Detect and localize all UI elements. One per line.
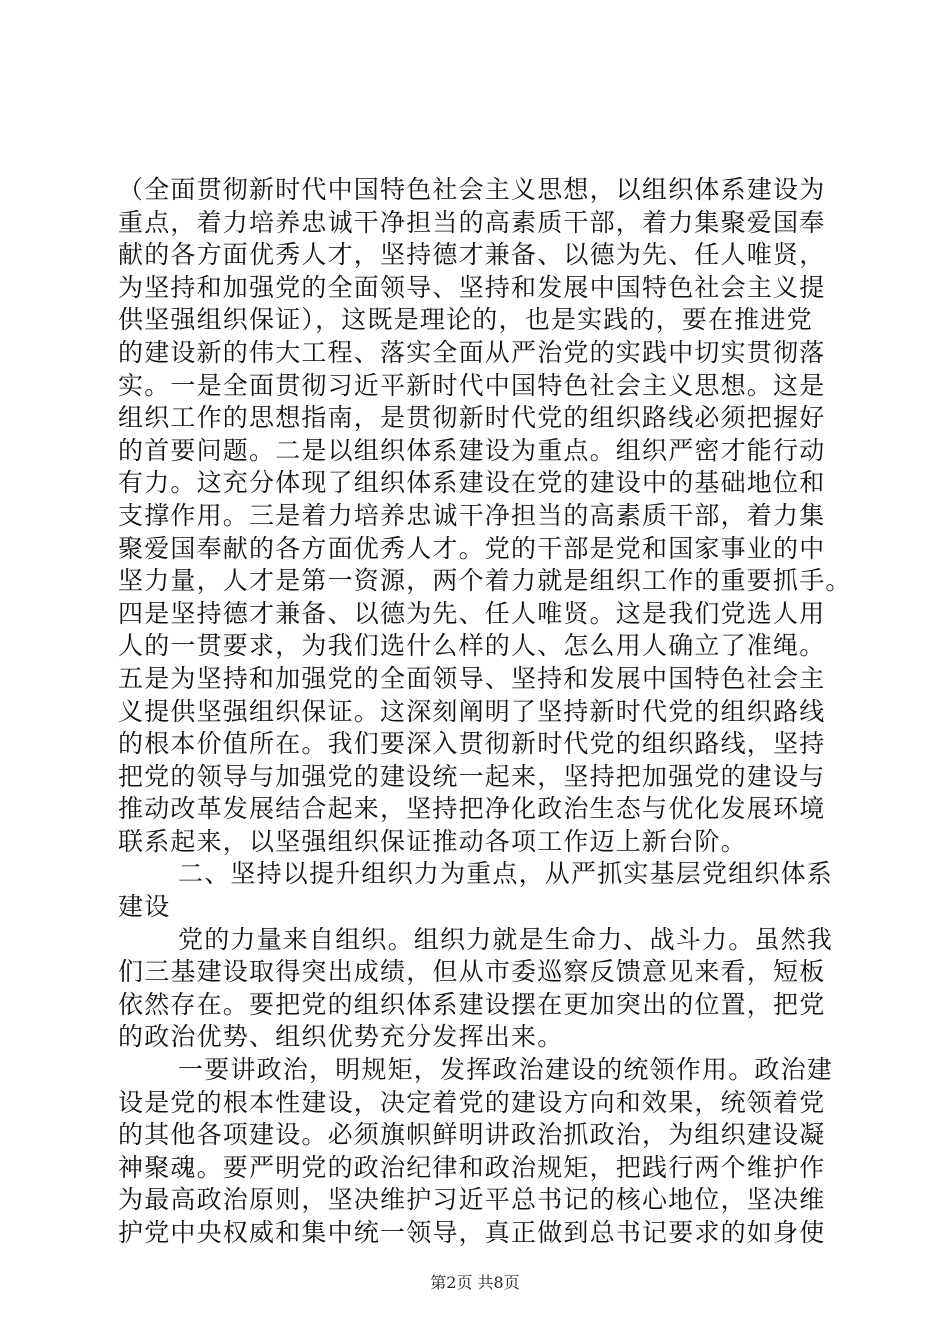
text-line: 四是坚持德才兼备、以德为先、任人唯贤。这是我们党选人用 (118, 598, 826, 628)
text-line: 的建设新的伟大工程、落实全面从严治党的实践中切实贯彻落 (118, 337, 826, 367)
text-line: 献的各方面优秀人才，坚持德才兼备、以德为先、任人唯贤， (118, 240, 826, 270)
text-line: 实。一是全面贯彻习近平新时代中国特色社会主义思想。这是 (118, 370, 826, 400)
text-line: 坚力量，人才是第一资源，两个着力就是组织工作的重要抓手。 (118, 566, 852, 596)
text-line: 人的一贯要求，为我们选什么样的人、怎么用人确立了准绳。 (118, 631, 826, 661)
text-line: 一要讲政治，明规矩，发挥政治建设的统领作用。政治建 (178, 1055, 834, 1085)
text-line: 护党中央权威和集中统一领导，真正做到总书记要求的如身使 (118, 1218, 826, 1247)
text-line: 为最高政治原则，坚决维护习近平总书记的核心地位，坚决维 (118, 1185, 826, 1215)
text-line: 们三基建设取得突出成绩，但从市委巡察反馈意见来看，短板 (118, 957, 826, 987)
text-line: 的其他各项建设。必须旗帜鲜明讲政治抓政治，为组织建设凝 (118, 1120, 826, 1150)
text-line: 神聚魂。要严明党的政治纪律和政治规矩，把践行两个维护作 (118, 1152, 826, 1182)
text-line: 把党的领导与加强党的建设统一起来，坚持把加强党的建设与 (118, 761, 826, 791)
text-line: 的首要问题。二是以组织体系建设为重点。组织严密才能行动 (118, 435, 826, 465)
text-line: 供坚强组织保证），这既是理论的，也是实践的，要在推进党 (118, 305, 813, 335)
section-heading: 二、坚持以提升组织力为重点，从严抓实基层党组织体系 (178, 859, 834, 889)
document-body (118, 174, 852, 1250)
text-line: 有力。这充分体现了组织体系建设在党的建设中的基础地位和 (118, 468, 826, 498)
text-line: 义提供坚强组织保证。这深刻阐明了坚持新时代党的组织路线 (118, 696, 826, 726)
text-line: 重点，着力培养忠诚干净担当的高素质干部，着力集聚爱国奉 (118, 207, 826, 237)
text-line: 设是党的根本性建设，决定着党的建设方向和效果，统领着党 (118, 1087, 826, 1117)
text-line: 支撑作用。三是着力培养忠诚干净担当的高素质干部，着力集 (118, 500, 826, 530)
text-line: 的政治优势、组织优势充分发挥出来。 (118, 1022, 564, 1052)
section-heading-continuation: 建设 (118, 892, 171, 922)
text-line: 党的力量来自组织。组织力就是生命力、战斗力。虽然我 (178, 924, 834, 954)
text-line: 推动改革发展结合起来，坚持把净化政治生态与优化发展环境 (118, 794, 826, 824)
text-line: 聚爱国奉献的各方面优秀人才。党的干部是党和国家事业的中 (118, 533, 826, 563)
text-line: 组织工作的思想指南，是贯彻新时代党的组织路线必须把握好 (118, 403, 826, 433)
text-line: 依然存在。要把党的组织体系建设摆在更加突出的位置，把党 (118, 989, 826, 1019)
text-line: 五是为坚持和加强党的全面领导、坚持和发展中国特色社会主 (118, 663, 826, 693)
text-line: （全面贯彻新时代中国特色社会主义思想，以组织体系建设为 (118, 175, 826, 204)
text-line: 的根本价值所在。我们要深入贯彻新时代党的组织路线，坚持 (118, 729, 826, 759)
text-line: 为坚持和加强党的全面领导、坚持和发展中国特色社会主义提 (118, 272, 826, 302)
text-line: 联系起来，以坚强组织保证推动各项工作迈上新台阶。 (118, 826, 747, 856)
page-number: 第2页 共8页 (430, 1273, 520, 1292)
